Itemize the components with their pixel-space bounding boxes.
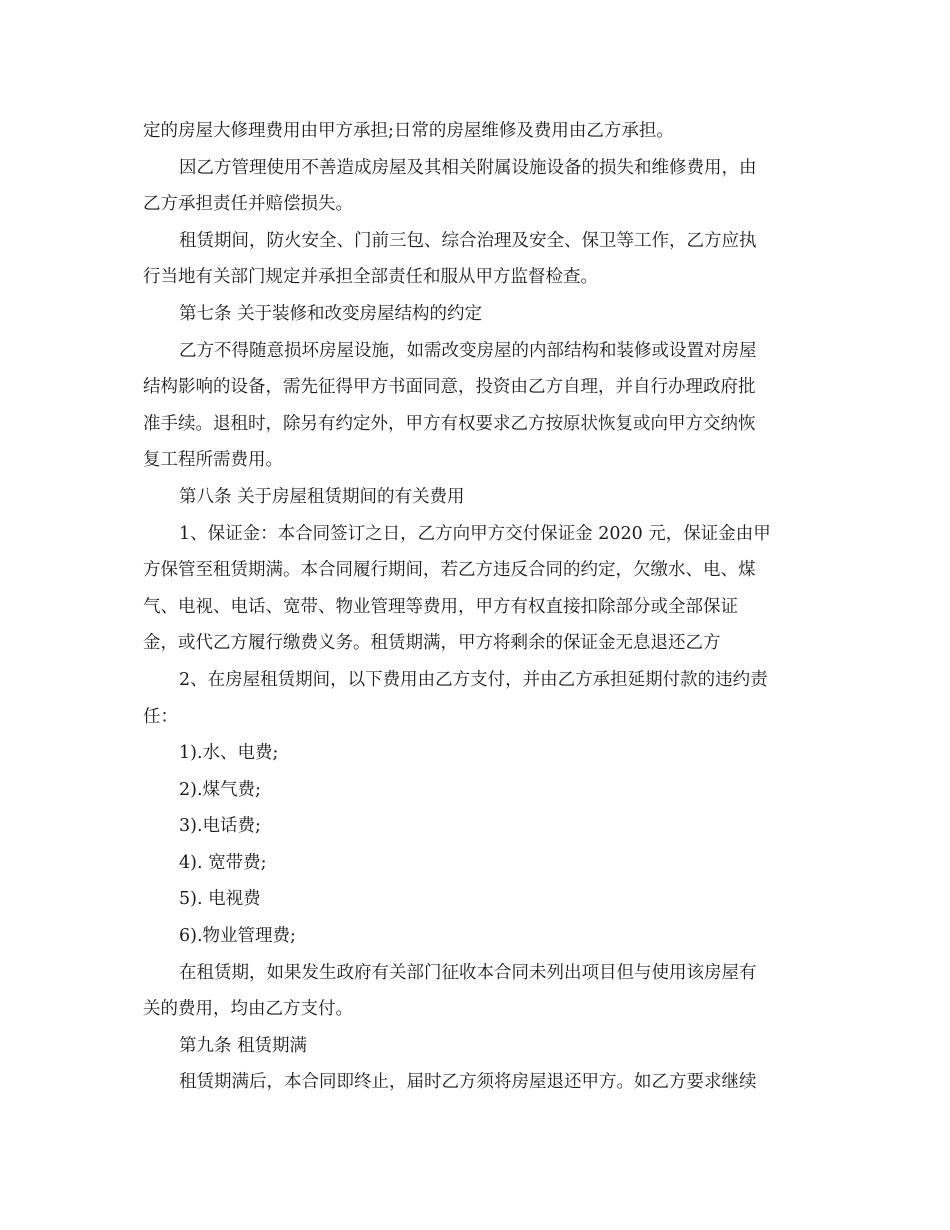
text-line: 在租赁期，如果发生政府有关部门征收本合同未列出项目但与使用该房屋有 <box>179 962 757 983</box>
text-line: 第七条 关于装修和改变房屋结构的约定 <box>179 303 483 324</box>
text-line: 第八条 关于房屋租赁期间的有关费用 <box>179 486 465 507</box>
text-line: 定的房屋大修理费用由甲方承担;日常的房屋维修及费用由乙方承担。 <box>143 121 674 141</box>
text-line: 乙方承担责任并赔偿损失。 <box>143 194 353 215</box>
text-line: 方保管至租赁期满。本合同履行期间，若乙方违反合同的约定，欠缴水、电、煤 <box>143 560 756 581</box>
text-line: 4). 宽带费; <box>179 852 267 873</box>
text-line: 5). 电视费 <box>179 889 261 910</box>
text-line: 租赁期间，防火安全、门前三包、综合治理及安全、保卫等工作，乙方应执 <box>179 230 757 251</box>
text-line: 因乙方管理使用不善造成房屋及其相关附属设施设备的损失和维修费用，由 <box>179 157 757 178</box>
text-line: 第九条 租赁期满 <box>179 1035 308 1056</box>
document-body <box>143 113 808 1101</box>
text-line: 乙方不得随意损坏房屋设施，如需改变房屋的内部结构和装修或设置对房屋 <box>179 340 757 361</box>
text-line: 任： <box>143 706 178 727</box>
text-line: 行当地有关部门规定并承担全部责任和服从甲方监督检查。 <box>143 267 598 288</box>
text-line: 气、电视、电话、宽带、物业管理等费用，甲方有权直接扣除部分或全部保证 <box>143 596 738 617</box>
text-line: 3).电话费; <box>179 816 261 837</box>
text-line: 租赁期满后，本合同即终止，届时乙方须将房屋退还甲方。如乙方要求继续 <box>179 1072 757 1093</box>
text-line: 关的费用，均由乙方支付。 <box>143 999 353 1020</box>
text-line: 1).水、电费; <box>179 743 279 764</box>
text-line: 2、在房屋租赁期间，以下费用由乙方支付，并由乙方承担延期付款的违约责 <box>179 669 768 690</box>
text-line: 结构影响的设备，需先征得甲方书面同意，投资由乙方自理，并自行办理政府批 <box>143 377 756 398</box>
text-line: 准手续。退租时，除另有约定外，甲方有权要求乙方按原状恢复或向甲方交纳恢 <box>143 413 756 434</box>
text-line: 1、保证金：本合同签订之日，乙方向甲方交付保证金 2020 元，保证金由甲 <box>179 523 771 544</box>
text-line: 复工程所需费用。 <box>143 450 283 471</box>
text-line: 金，或代乙方履行缴费义务。租赁期满，甲方将剩余的保证金无息退还乙方 <box>143 633 721 654</box>
text-line: 2).煤气费; <box>179 779 261 800</box>
text-line: 6).物业管理费; <box>179 926 296 947</box>
